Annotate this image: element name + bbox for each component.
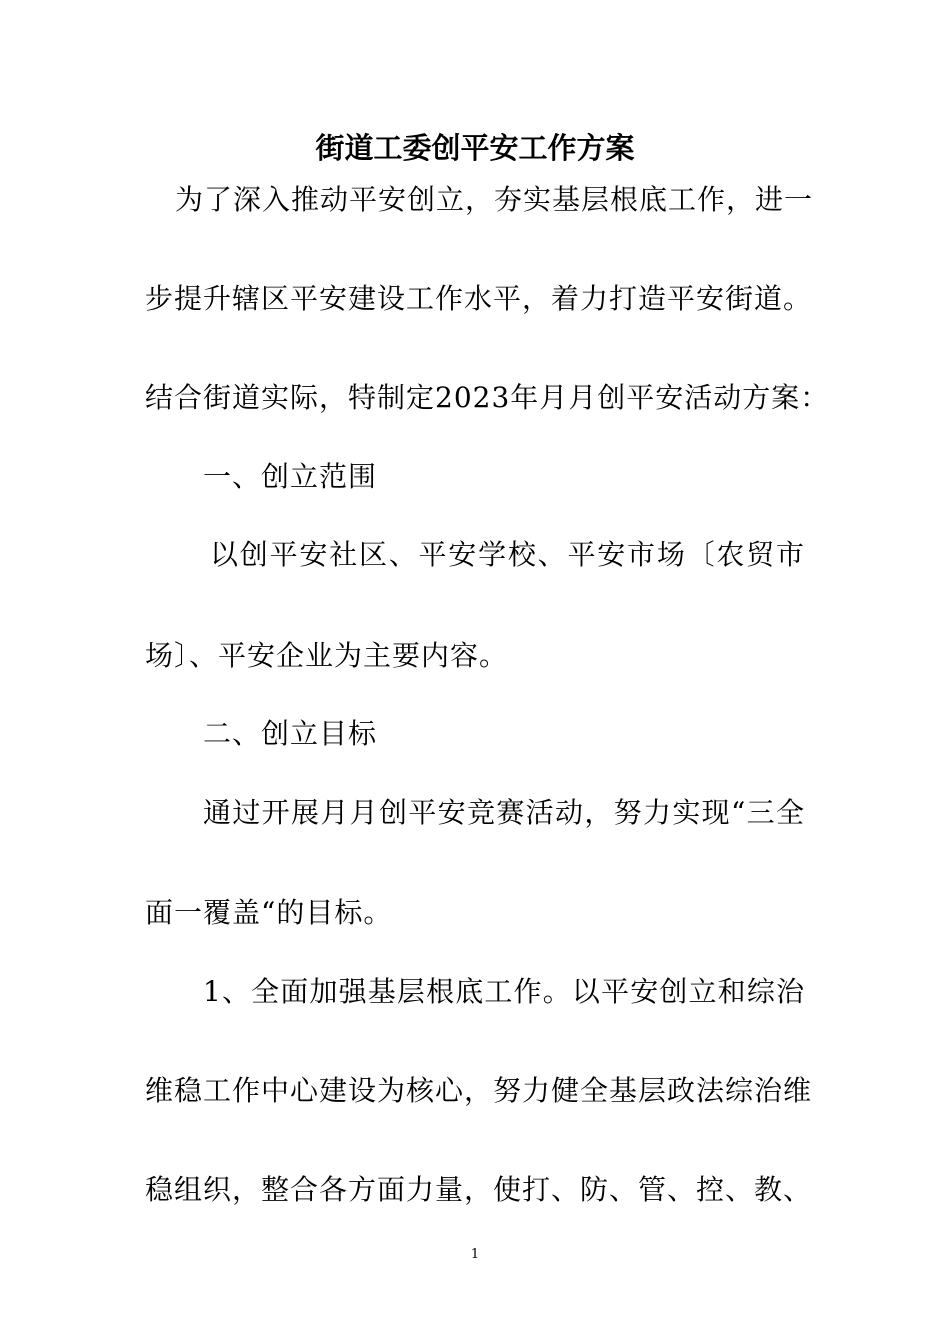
page-number: 1 — [470, 1247, 480, 1262]
paragraph-line: 维稳工作中心建设为核心，努力健全基层政法综治维 — [145, 1074, 813, 1107]
paragraph-line: 面一覆盖“的目标。 — [145, 896, 393, 929]
paragraph-line: 场〕、平安企业为主要内容。 — [145, 639, 509, 672]
paragraph-line: 1、全面加强基层根底工作。以平安创立和综治 — [203, 975, 805, 1008]
document-title: 街道工委创平安工作方案 — [315, 131, 635, 165]
section-heading: 二、创立目标 — [203, 717, 378, 750]
paragraph-line: 步提升辖区平安建设工作水平，着力打造平安街道。 — [145, 282, 813, 315]
section-heading: 一、创立范围 — [203, 460, 378, 493]
paragraph-line: 以创平安社区、平安学校、平安市场〔农贸市 — [210, 538, 805, 571]
paragraph-line: 结合街道实际，特制定2023年月月创平安活动方案： — [145, 381, 830, 414]
paragraph-line: 通过开展月月创平安竞赛活动，努力实现“三全 — [203, 796, 805, 829]
paragraph-line: 为了深入推动平安创立，夯实基层根底工作，进一 — [175, 183, 814, 216]
paragraph-line: 稳组织，整合各方面力量，使打、防、管、控、教、 — [145, 1173, 813, 1206]
